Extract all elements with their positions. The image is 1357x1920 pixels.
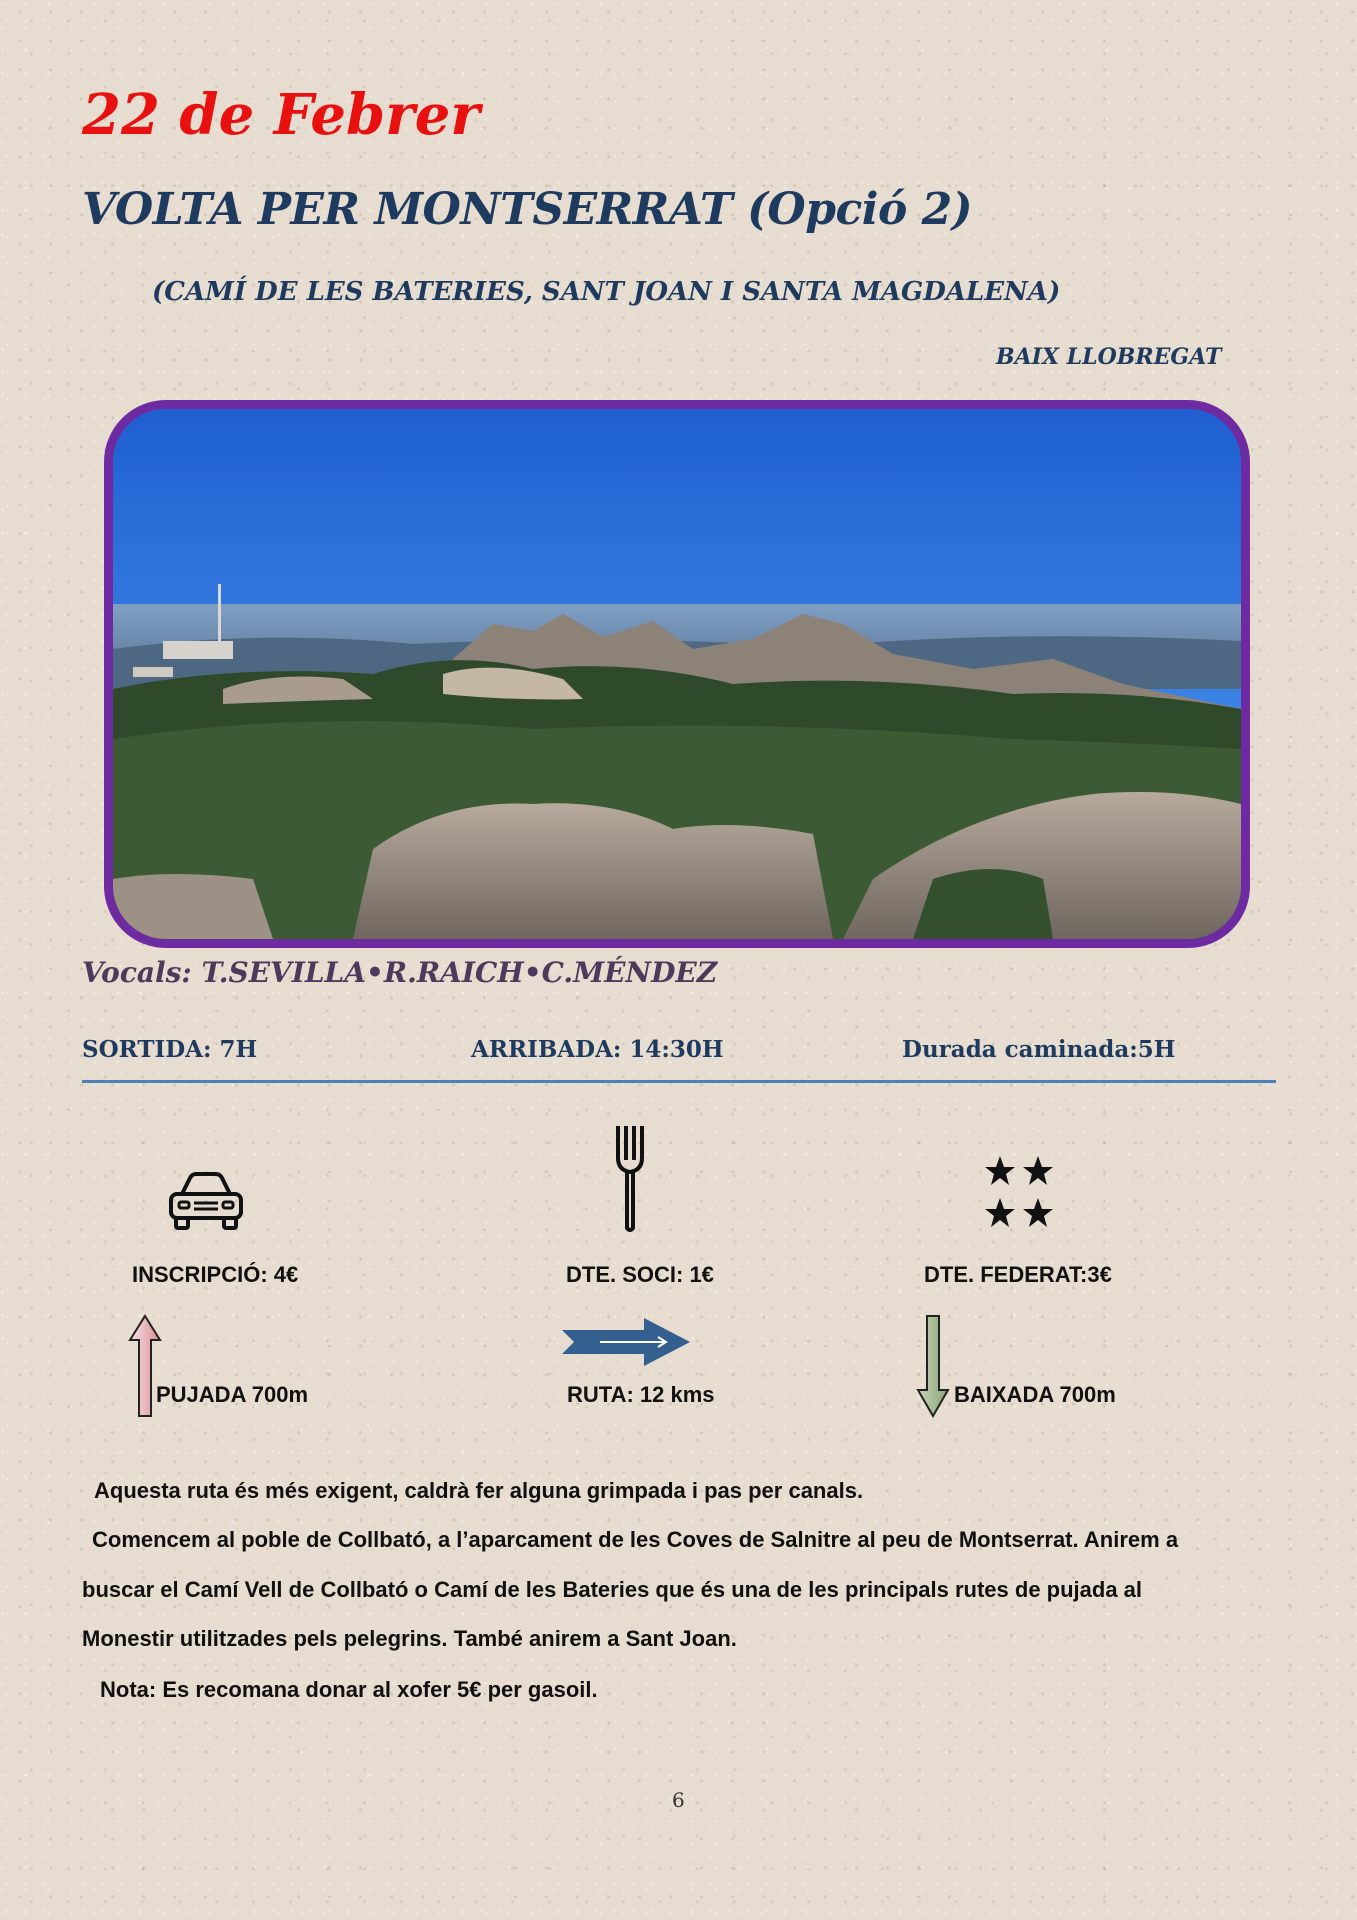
divider — [82, 1080, 1276, 1083]
member-discount: DTE. SOCI: 1€ — [566, 1262, 714, 1287]
ascent-label: PUJADA 700m — [156, 1382, 309, 1407]
description-line: Comencem al poble de Collbató, a l’aparcament de les Coves de Salnitre al peu de Montserrat. Anirem a — [92, 1527, 1179, 1552]
stars-icon — [984, 1154, 1054, 1234]
federated-discount: DTE. FEDERAT:3€ — [924, 1262, 1112, 1287]
description-line: buscar el Camí Vell de Collbató o Camí de les Bateries que és una de les principals rutes de pujada al — [82, 1577, 1143, 1602]
montserrat-panorama-image — [113, 409, 1241, 939]
car-icon — [166, 1170, 246, 1232]
arrival-time: ARRIBADA: 14:30H — [471, 1036, 724, 1063]
description-line: Monestir utilitzades pels pelegrins. També anirem a Sant Joan. — [82, 1626, 737, 1651]
descent-label: BAIXADA 700m — [954, 1382, 1116, 1407]
landscape-photo — [104, 400, 1250, 948]
route-subtitle: (CAMÍ DE LES BATERIES, SANT JOAN I SANTA MAGDALENA) — [152, 277, 1061, 307]
down-arrow-icon — [916, 1314, 950, 1418]
departure-time: SORTIDA: 7H — [82, 1036, 258, 1063]
walking-duration: Durada caminada:5H — [902, 1036, 1176, 1063]
registration-price: INSCRIPCIÓ: 4€ — [132, 1262, 299, 1287]
description-line: Aquesta ruta és més exigent, caldrà fer alguna grimpada i pas per canals. — [94, 1478, 864, 1503]
fork-icon — [614, 1124, 646, 1234]
vocals-line: Vocals: T.SEVILLA•R.RAICH•C.MÉNDEZ — [82, 956, 718, 989]
event-date: 22 de Febrer — [82, 82, 480, 148]
page-number: 6 — [672, 1788, 685, 1812]
right-arrow-icon — [560, 1316, 692, 1368]
region-label: BAIX LLOBREGAT — [996, 344, 1222, 370]
route-distance: RUTA: 12 kms — [567, 1382, 715, 1407]
route-title: VOLTA PER MONTSERRAT (Opció 2) — [82, 184, 973, 235]
note-line: Nota: Es recomana donar al xofer 5€ per gasoil. — [100, 1677, 598, 1702]
